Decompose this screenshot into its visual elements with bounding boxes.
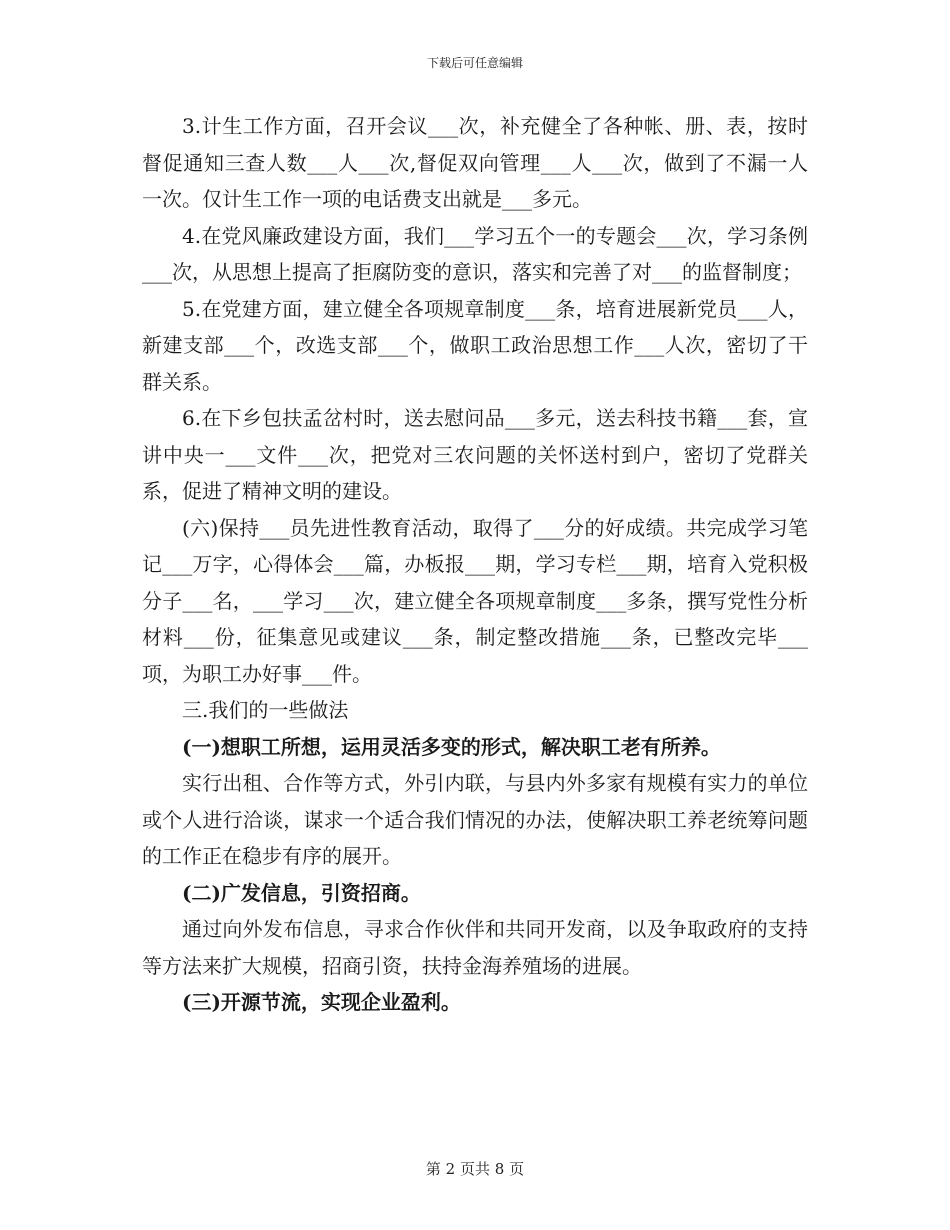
section-heading-practices: 三.我们的一些做法 (182, 698, 349, 722)
paragraph-family-planning: 3.计生工作方面，召开会议___次，补充健全了各种帐、册、表，按时督促通知三查人数___人___次,督促双向管理___人___次，做到了不漏一人一次。仅计生工作一项的电话费支出就是___多元。 (142, 114, 808, 211)
subheading-profit: (三)开源节流，实现企业盈利。 (182, 990, 461, 1014)
page-header: 下载后可任意编辑 (426, 56, 523, 70)
paragraph-education-campaign: (六)保持___员先进性教育活动，取得了___分的好成绩。共完成学习笔记___万字，心得体会___篇，办板报___期，学习专栏___期，培育入党积极分子___名，___学习___次，建立健全各项规章制度___多条，撰写党性分析材料___份，征集意见或建议___条，制定整改措施___条，已整改完毕___项，为职工办好事___件。 (142, 515, 808, 686)
paragraph-party-building: 5.在党建方面，建立健全各项规章制度___条，培育进展新党员___人，新建支部___个，改选支部___个，做职工政治思想工作___人次，密切了干群关系。 (142, 296, 808, 394)
page-footer: 第 2 页共 8 页 (425, 1160, 525, 1178)
subheading-elder-care: (一)想职工所想，运用灵活多变的形式，解决职工老有所养。 (182, 734, 721, 759)
subheading-investment: (二)广发信息，引资招商。 (182, 880, 421, 905)
paragraph-village-support: 6.在下乡包扶孟岔村时，送去慰问品___多元，送去科技书籍___套，宣讲中央一___文件___次，把党对三农问题的关怀送村到户，密切了党群关系，促进了精神文明的建设。 (142, 406, 808, 503)
paragraph-investment: 通过向外发布信息，寻求合作伙伴和共同开发商，以及争取政府的支持等方法来扩大规模，招商引资，扶持金海养殖场的进展。 (142, 917, 808, 978)
paragraph-clean-governance: 4.在党风廉政建设方面，我们___学习五个一的专题会___次，学习条例___次，从思想上提高了拒腐防变的意识，落实和完善了对___的监督制度； (142, 223, 808, 284)
paragraph-elder-care: 实行出租、合作等方式，外引内联，与县内外多家有规模有实力的单位或个人进行洽谈，谋求一个适合我们情况的办法，使解决职工养老统筹问题的工作正在稳步有序的展开。 (142, 771, 808, 868)
document-body (142, 108, 808, 1021)
